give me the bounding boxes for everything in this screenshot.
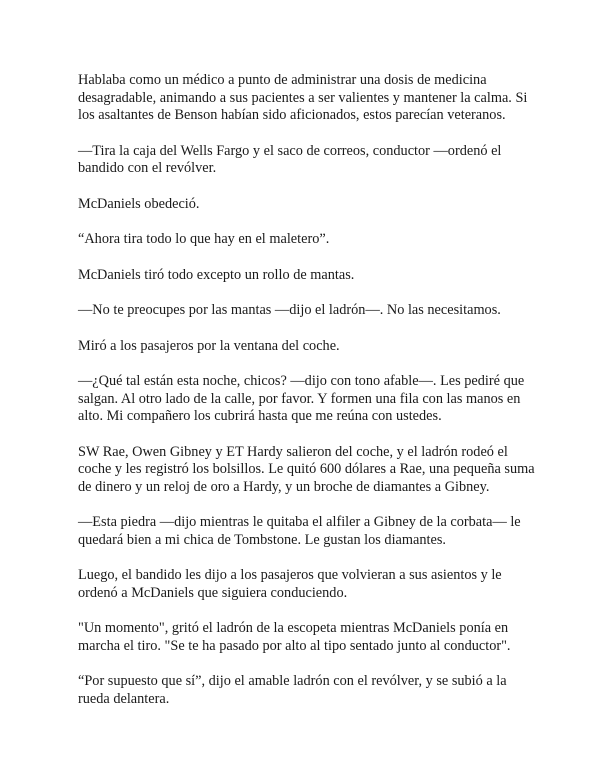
paragraph: Hablaba como un médico a punto de administrar una dosis de medicina desagradable, animando a sus pacientes a ser valientes y mantener la calma. Si los asaltantes de Benson habían sido aficionados, estos parecían veteranos. — [78, 72, 528, 123]
paragraph: —Esta piedra —dijo mientras le quitaba el alfiler a Gibney de la corbata— le quedará bien a mi chica de Tombstone. Le gustan los diamantes. — [78, 514, 521, 548]
paragraph: —No te preocupes por las mantas —dijo el ladrón—. No las necesitamos. — [78, 302, 501, 318]
paragraph: “Ahora tira todo lo que hay en el maletero”. — [78, 231, 330, 247]
paragraph: “Por supuesto que sí”, dijo el amable ladrón con el revólver, y se subió a la rueda delantera. — [78, 673, 507, 707]
paragraph: McDaniels tiró todo excepto un rollo de mantas. — [78, 266, 355, 283]
paragraph: "Un momento", gritó el ladrón de la escopeta mientras McDaniels ponía en marcha el tiro. "Se te ha pasado por alto al tipo sentado junto al conductor". — [78, 620, 511, 654]
document-body — [78, 72, 540, 726]
paragraph: Luego, el bandido les dijo a los pasajeros que volvieran a sus asientos y le ordenó a McDaniels que siguiera conduciendo. — [78, 567, 502, 601]
paragraph: McDaniels obedeció. — [78, 195, 200, 212]
paragraph: —Tira la caja del Wells Fargo y el saco de correos, conductor —ordenó el bandido con el revólver. — [78, 142, 502, 176]
paragraph: —¿Qué tal están esta noche, chicos? —dijo con tono afable—. Les pediré que salgan. Al otro lado de la calle, por favor. Y formen una fila con las manos en alto. Mi compañero los cubrirá hasta que me reúna con ustedes. — [78, 373, 525, 424]
paragraph: SW Rae, Owen Gibney y ET Hardy salieron del coche, y el ladrón rodeó el coche y les registró los bolsillos. Le quitó 600 dólares a Rae, una pequeña suma de dinero y un reloj de oro a Hardy, y un broche de diamantes a Gibney. — [78, 443, 535, 495]
paragraph: Miró a los pasajeros por la ventana del coche. — [78, 337, 340, 354]
